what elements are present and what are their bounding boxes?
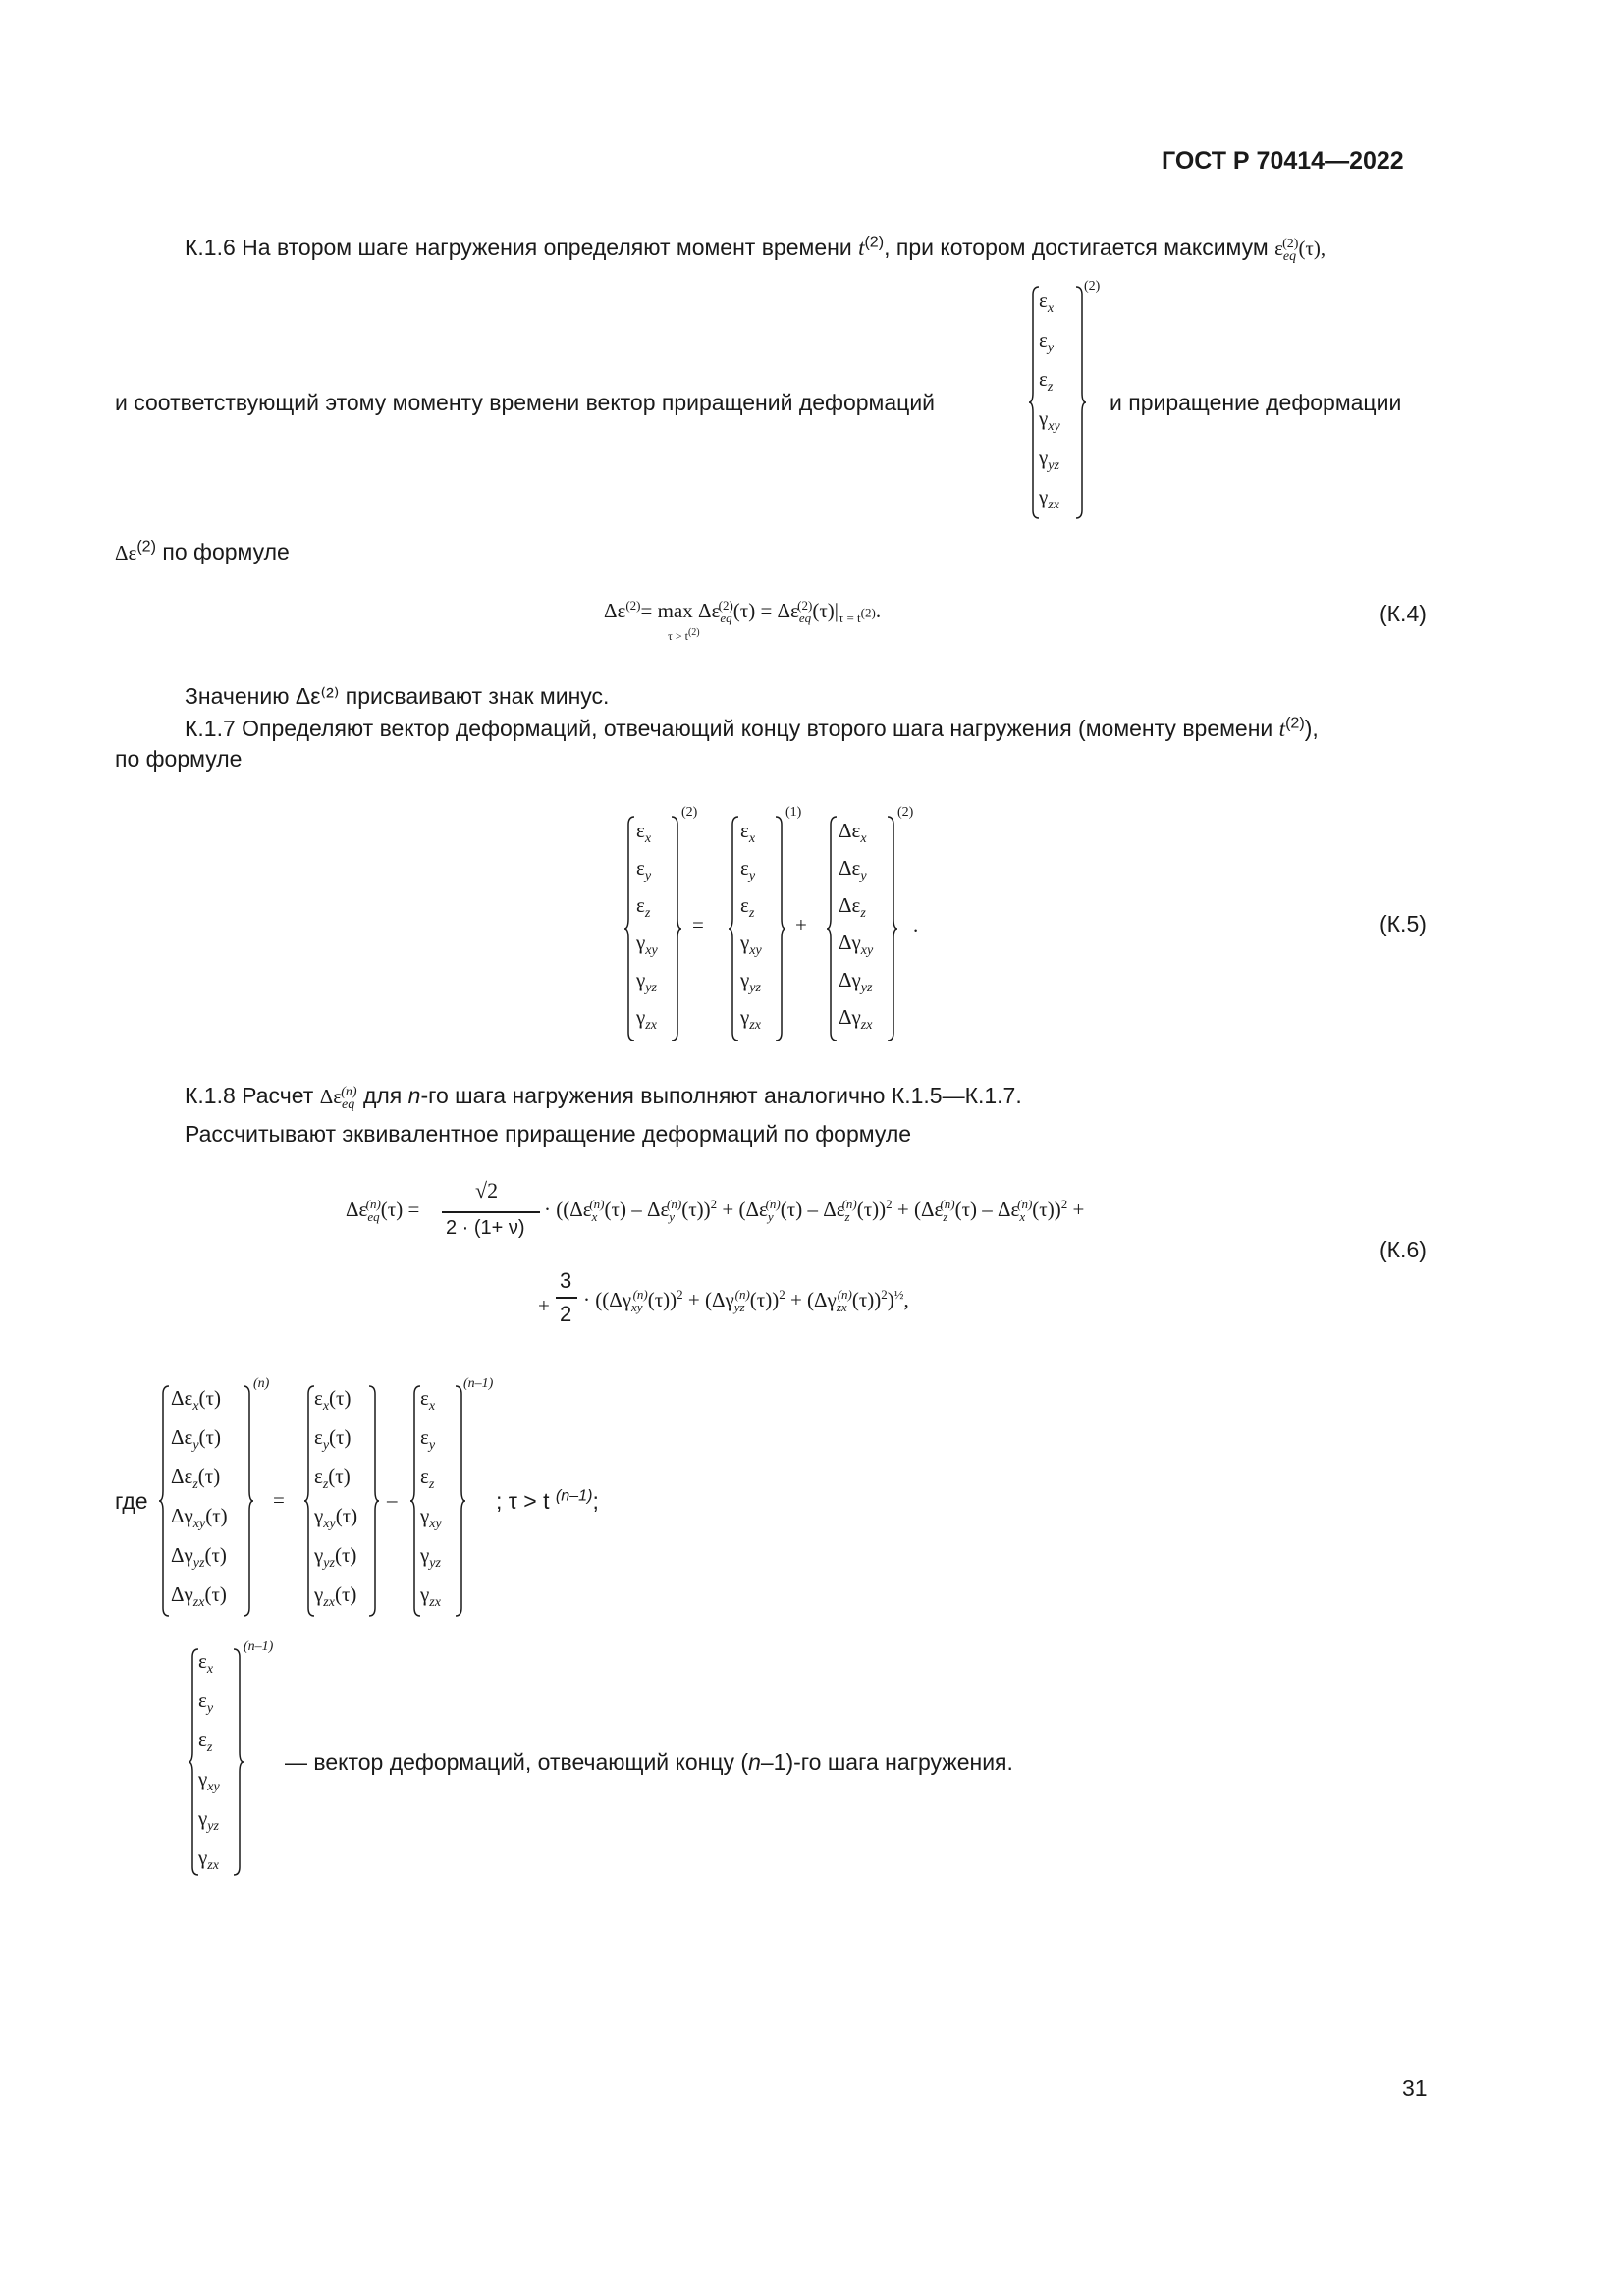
right-brace xyxy=(670,815,681,1042)
where-vector-prev: $\varepsilon_x$ $\varepsilon_y$ $\varepsilon_z$ $\gamma_{xy}$ $\gamma_{yz}$ $\gamma_{zx}$ xyxy=(410,1384,465,1618)
right-brace xyxy=(774,815,785,1042)
k16-line1 xyxy=(185,233,1326,263)
vec-eps-z: $\varepsilon_z$ xyxy=(1039,367,1054,396)
standard-header: ГОСТ Р 70414—2022 xyxy=(1162,147,1404,175)
k5-plus: + xyxy=(795,913,807,936)
k17-line1: К.1.7 Определяют вектор деформаций, отвечающий концу второго шага нагружения (моменту времени $t^{(2)}$), xyxy=(185,714,1319,741)
k18-line1-b: для xyxy=(362,1083,403,1108)
k18-line2: Рассчитывают эквивалентное приращение деформаций по формуле xyxy=(185,1121,912,1147)
vec1-sup: (2) xyxy=(1084,279,1101,294)
formula-k6-number: (К.6) xyxy=(1380,1237,1427,1262)
where-vector-delta: $\Delta\varepsilon_x(\tau)$ $\Delta\varepsilon_y(\tau)$ $\Delta\varepsilon_z(\tau)$ $\Delta\gamma_{xy}(\tau)$ $\Delta\gamma_{yz}(\tau)$ $\Delta\gamma_{zx}(\tau)$ xyxy=(159,1384,253,1618)
k16-line1-text: К.1.6 На втором шаге нагружения определяют момент времени xyxy=(185,235,852,260)
where-tail-sup: (n–1) xyxy=(555,1486,593,1505)
where-label: где xyxy=(115,1488,148,1514)
vec-eps-y: $\varepsilon_y$ xyxy=(1039,328,1055,356)
k16-line3-text: по формуле xyxy=(162,539,290,564)
k6-fraction-bar xyxy=(442,1211,540,1213)
t2-symbol: t xyxy=(858,236,865,260)
vec-gamma-yz: $\gamma_{yz}$ xyxy=(1039,446,1059,474)
k5-vector-prev: $\varepsilon_x$ $\varepsilon_y$ $\varepsilon_z$ $\gamma_{xy}$ $\gamma_{yz}$ $\gamma_{zx}$ xyxy=(729,815,784,1042)
k18-line1: К.1.8 Расчет $\Delta\varepsilon_{eq}^{(n)}$ для n-го шага нагружения выполняют аналогично К.1.5—К.1.7. xyxy=(185,1083,1022,1113)
formula-k6-row2-rest: · $((\Delta\gamma_{xy}^{(n)}(\tau))^2 + (\Delta\gamma_{yz}^{(n)}(\tau))^2 + (\Delta\gamma_{zx}^{(n)}(\tau))^2)^{\frac{1}{2}}$, xyxy=(583,1287,909,1315)
formula-k6-row1-rest: · ($(\Delta\varepsilon_x^{(n)}(\tau) - \Delta\varepsilon_y^{(n)}(\tau))^2 + (\Delta\varepsilon_y^{(n)}(\tau) - \Delta\varepsilon_z^{(n)}(\tau))^2 + (\Delta\varepsilon_z^{(n)}(\tau) - \Delta\varepsilon_x^{(n)}(\tau))^2$ + xyxy=(544,1197,1085,1225)
k16-line1-end: , при котором достигается максимум xyxy=(884,235,1269,260)
formula-k5-number: (К.5) xyxy=(1380,911,1427,936)
where-tail-text: ; τ > t xyxy=(496,1488,550,1514)
k6-fraction-num: √2 xyxy=(475,1178,499,1202)
k17-line2: по формуле xyxy=(115,746,243,772)
k17-line1-text: К.1.7 Определяют вектор деформаций, отвечающий концу второго шага нагружения (моменту времени xyxy=(185,716,1273,741)
k4-max-subscript: $\tau > t^{(2)}$ xyxy=(668,627,700,643)
right-brace xyxy=(367,1384,379,1618)
left-brace xyxy=(159,1384,171,1618)
delta-eps-2: Δε xyxy=(115,541,137,564)
note-vector: $\varepsilon_x$ $\varepsilon_y$ $\varepsilon_z$ $\gamma_{xy}$ $\gamma_{yz}$ $\gamma_{zx}$ xyxy=(189,1647,244,1877)
vec-eps-x: $\varepsilon_x$ xyxy=(1039,289,1055,317)
left-brace xyxy=(189,1647,200,1877)
vector-note-text: — вектор деформаций, отвечающий концу (n–1)-го шага нагружения. xyxy=(285,1749,1013,1775)
formula-k4-number: (К.4) xyxy=(1380,601,1427,626)
left-brace xyxy=(729,815,740,1042)
formula-k6-row1: $\Delta\varepsilon_{eq}^{(n)}(\tau)$ = xyxy=(346,1197,420,1225)
left-brace xyxy=(624,815,636,1042)
k5-equals: = xyxy=(692,913,704,936)
formula-k4: $\Delta\varepsilon^{(2)}= \max \Delta\varepsilon_{eq}^{(2)}(\tau) = \Delta\varepsilon_{eq}^{(2)}(\tau)|_{\tau = t^{(2)}}$. xyxy=(604,598,882,626)
formula-k6-row2-plus: + xyxy=(538,1294,550,1317)
k6-frac2-bar xyxy=(556,1297,577,1299)
left-brace xyxy=(827,815,839,1042)
right-brace xyxy=(242,1384,253,1618)
t2-sup: (2) xyxy=(864,233,885,251)
where-vector-current: $\varepsilon_x(\tau)$ $\varepsilon_y(\tau)$ $\varepsilon_z(\tau)$ $\gamma_{xy}(\tau)$ $\gamma_{yz}(\tau)$ $\gamma_{zx}(\tau)$ xyxy=(304,1384,379,1618)
k16-line2-right: и приращение деформации xyxy=(1110,390,1402,415)
k5-vector-lhs: $\varepsilon_x$ $\varepsilon_y$ $\varepsilon_z$ $\gamma_{xy}$ $\gamma_{yz}$ $\gamma_{zx}$ xyxy=(624,815,679,1042)
right-brace xyxy=(232,1647,244,1877)
k18-line1-c: -го шага нагружения выполняют аналогично К.1.5—К.1.7. xyxy=(420,1083,1022,1108)
right-brace xyxy=(886,815,897,1042)
vec-gamma-zx: $\gamma_{zx}$ xyxy=(1039,485,1059,513)
k16-line3: $\Delta\varepsilon^{(2)}$ по формуле xyxy=(115,537,290,564)
page-number: 31 xyxy=(1402,2075,1428,2101)
k6-fraction-den: 2 · (1+ ν) xyxy=(446,1217,525,1239)
right-brace xyxy=(1074,285,1086,520)
k6-frac2-den: 2 xyxy=(560,1302,572,1326)
k18-line1-a: К.1.8 Расчет xyxy=(185,1083,314,1108)
right-brace xyxy=(454,1384,465,1618)
k5-vector-delta: $\Delta\varepsilon_x$ $\Delta\varepsilon_y$ $\Delta\varepsilon_z$ $\Delta\gamma_{xy}$ $\Delta\gamma_{yz}$ $\Delta\gamma_{zx}$ xyxy=(827,815,897,1042)
k18-n: n xyxy=(407,1083,421,1108)
vec-gamma-xy: $\gamma_{xy}$ xyxy=(1039,406,1060,435)
where-tail: ; τ > t $^{(n-1)}$; xyxy=(496,1486,599,1514)
k16-line2-left: и соответствующий этому моменту времени вектор приращений деформаций xyxy=(115,390,936,415)
eps-eq-2-symbol: $\varepsilon_{eq}^{(2)}(\tau)$, xyxy=(1274,237,1326,265)
increment-vector-1 xyxy=(1029,285,1084,520)
k6-frac2-num: 3 xyxy=(560,1268,572,1293)
k16-sign-text: Значению Δε⁽²⁾ присваивают знак минус. xyxy=(185,683,610,709)
